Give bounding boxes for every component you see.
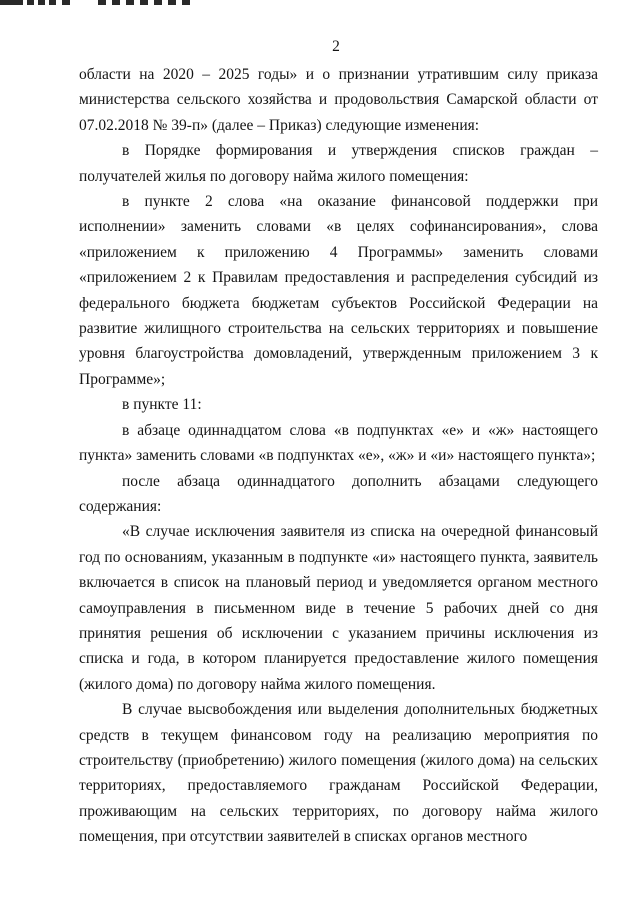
paragraph: области на 2020 – 2025 годы» и о признании утратившим силу приказа министерства сельского хозяйства и продовольствия Самарской области от 07.02.2018 № 39-п» (далее – Приказ) следующие изменения: — [79, 66, 598, 134]
scan-edge-mark — [126, 0, 134, 5]
scan-edge-mark — [0, 0, 23, 5]
scan-edge-mark — [168, 0, 176, 5]
scan-edge-mark — [62, 0, 70, 5]
paragraph: в Порядке формирования и утверждения списков граждан – получателей жилья по договору найма жилого помещения: — [79, 142, 598, 185]
paragraph: после абзаца одиннадцатого дополнить абзацами следующего содержания: — [79, 472, 598, 515]
scan-edge-mark — [27, 0, 34, 5]
paragraph: «В случае исключения заявителя из списка на очередной финансовый год по основаниям, указанным в подпункте «и» настоящего пункта, заявитель включается в список на плановый период и уведомляется органом местного самоуправления в письменном виде в течение 5 рабочих дней со дня принятия решения об исключении с указанием причины исключения из списка и года, в котором планируется предоставление жилого помещения (жилого дома) по договору найма жилого помещения. — [79, 523, 598, 693]
scan-edge-mark — [182, 0, 190, 5]
scan-edge-mark — [112, 0, 120, 5]
paragraph: В случае высвобождения или выделения дополнительных бюджетных средств в текущем финансовом году на реализацию мероприятия по строительству (приобретению) жилого помещения (жилого дома) на сельских территориях, предоставляемого гражданам Российской Федерации, проживающим на сельских территориях, по договору найма жилого помещения, при отсутствии заявителей в списках органов местного — [79, 701, 598, 846]
scan-edge-mark — [140, 0, 148, 5]
scan-edge-mark — [98, 0, 106, 5]
page-number: 2 — [332, 38, 340, 55]
paragraph: в абзаце одиннадцатом слова «в подпунктах «е» и «ж» настоящего пункта» заменить словами «в подпунктах «е», «ж» и «и» настоящего пункта»; — [79, 421, 598, 465]
scan-edge-mark — [154, 0, 162, 5]
paragraph: в пункте 2 слова «на оказание финансовой поддержки при исполнении» заменить словами «в целях софинансирования», слова «приложением к приложению 4 Программы» заменить словами «приложением 2 к Правилам предоставления и распределения субсидий из федерального бюджета бюджетам субъектов Российской Федерации на развитие жилищного строительства на сельских территориях и повышение уровня благоустройства домовладений, утвержденным приложением 3 к Программе»; — [79, 193, 598, 388]
scan-edge-mark — [38, 0, 45, 5]
scan-edge-mark — [49, 0, 56, 5]
document-body — [79, 62, 598, 850]
paragraph: в пункте 11: — [122, 396, 202, 414]
